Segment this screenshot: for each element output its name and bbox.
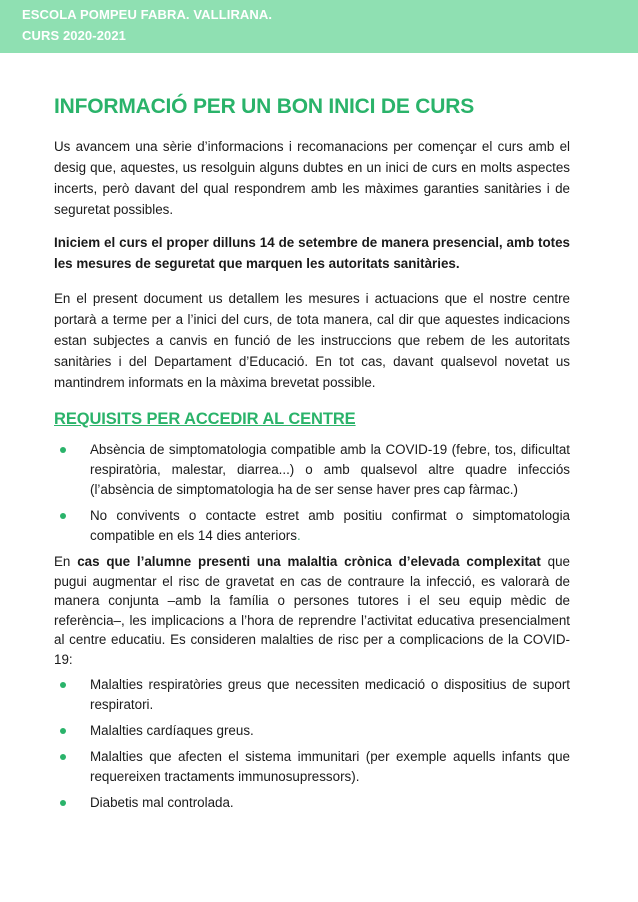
chronic-lead: En [54,554,71,569]
list-item-text: Malalties que afecten el sistema immunitari (per exemple aquells infants que requereixen tractaments immunosupressors). [90,749,570,784]
chronic-rest: que pugui augmentar el risc de gravetat en cas de contraure la infecció, es valorarà de manera conjunta –amb la família o persones tutores i el seu equip mèdic de referència–, les implicacions a l’hora de reprendre l’activitat educativa presencialment al centre educatiu. Es consideren malalties de risc per a complicacions de la COVID-19: [54,554,570,667]
bullet-icon [60,800,66,806]
requirements-heading: REQUISITS PER ACCEDIR AL CENTRE [54,410,356,428]
school-name: ESCOLA POMPEU FABRA. VALLIRANA. [22,7,273,22]
school-year: CURS 2020-2021 [22,28,127,43]
bullet-icon [60,728,66,734]
list-item [54,747,570,787]
bullet-icon [60,682,66,688]
start-notice: Iniciem el curs el proper dilluns 14 de setembre de manera presencial, amb totes les mesures de seguretat que marquen les autoritats sanitàries. [54,235,570,271]
bullet-icon [60,754,66,760]
list-item [54,721,570,741]
list-item-text: No convivents o contacte estret amb positiu confirmat o simptomatologia compatible en els 14 dies anteriors [90,508,570,543]
bullet-icon [60,447,66,453]
risk-diseases-list [54,675,570,813]
details-paragraph: En el present document us detallem les mesures i actuacions que el nostre centre portarà a terme per a l’inici del curs, de tota manera, cal dir que aquestes indicacions estan subjectes a canvis en funció de les instruccions que rebem de les autoritats sanitàries i del Departament d’Educació. En tot cas, davant qualsevol novetat us mantindrem informats en la màxima brevetat possible. [54,291,570,390]
chronic-emphasis: cas que l’alumne presenti una malaltia crònica d’elevada complexitat [77,554,541,569]
bullet-icon [60,513,66,519]
list-item-text: Absència de simptomatologia compatible amb la COVID-19 (febre, tos, dificultat respiratòria, malestar, diarrea...) o amb qualsevol altre quadre infecciós (l’absència de simptomatologia ha de ser sense haver pres cap fàrmac.) [90,442,570,497]
list-item-trailing-period: . [296,528,301,543]
list-item [54,675,570,715]
page-title: INFORMACIÓ PER UN BON INICI DE CURS [54,95,475,118]
list-item-text: Malalties cardíaques greus. [90,723,254,738]
chronic-disease-paragraph [54,552,570,669]
document-body [54,92,570,813]
list-item [54,440,570,500]
requirements-list [54,440,570,546]
header-band [0,0,638,53]
list-item [54,506,570,546]
list-item [54,793,570,813]
intro-paragraph: Us avancem una sèrie d’informacions i recomanacions per començar el curs amb el desig que, aquestes, us resolguin alguns dubtes en un inici de curs en molts aspectes incerts, però davant del qual respondrem amb les màximes garanties sanitàries i de seguretat possibles. [54,139,570,217]
list-item-text: Malalties respiratòries greus que necessiten medicació o dispositius de suport respiratori. [90,677,570,712]
list-item-text: Diabetis mal controlada. [90,795,234,810]
